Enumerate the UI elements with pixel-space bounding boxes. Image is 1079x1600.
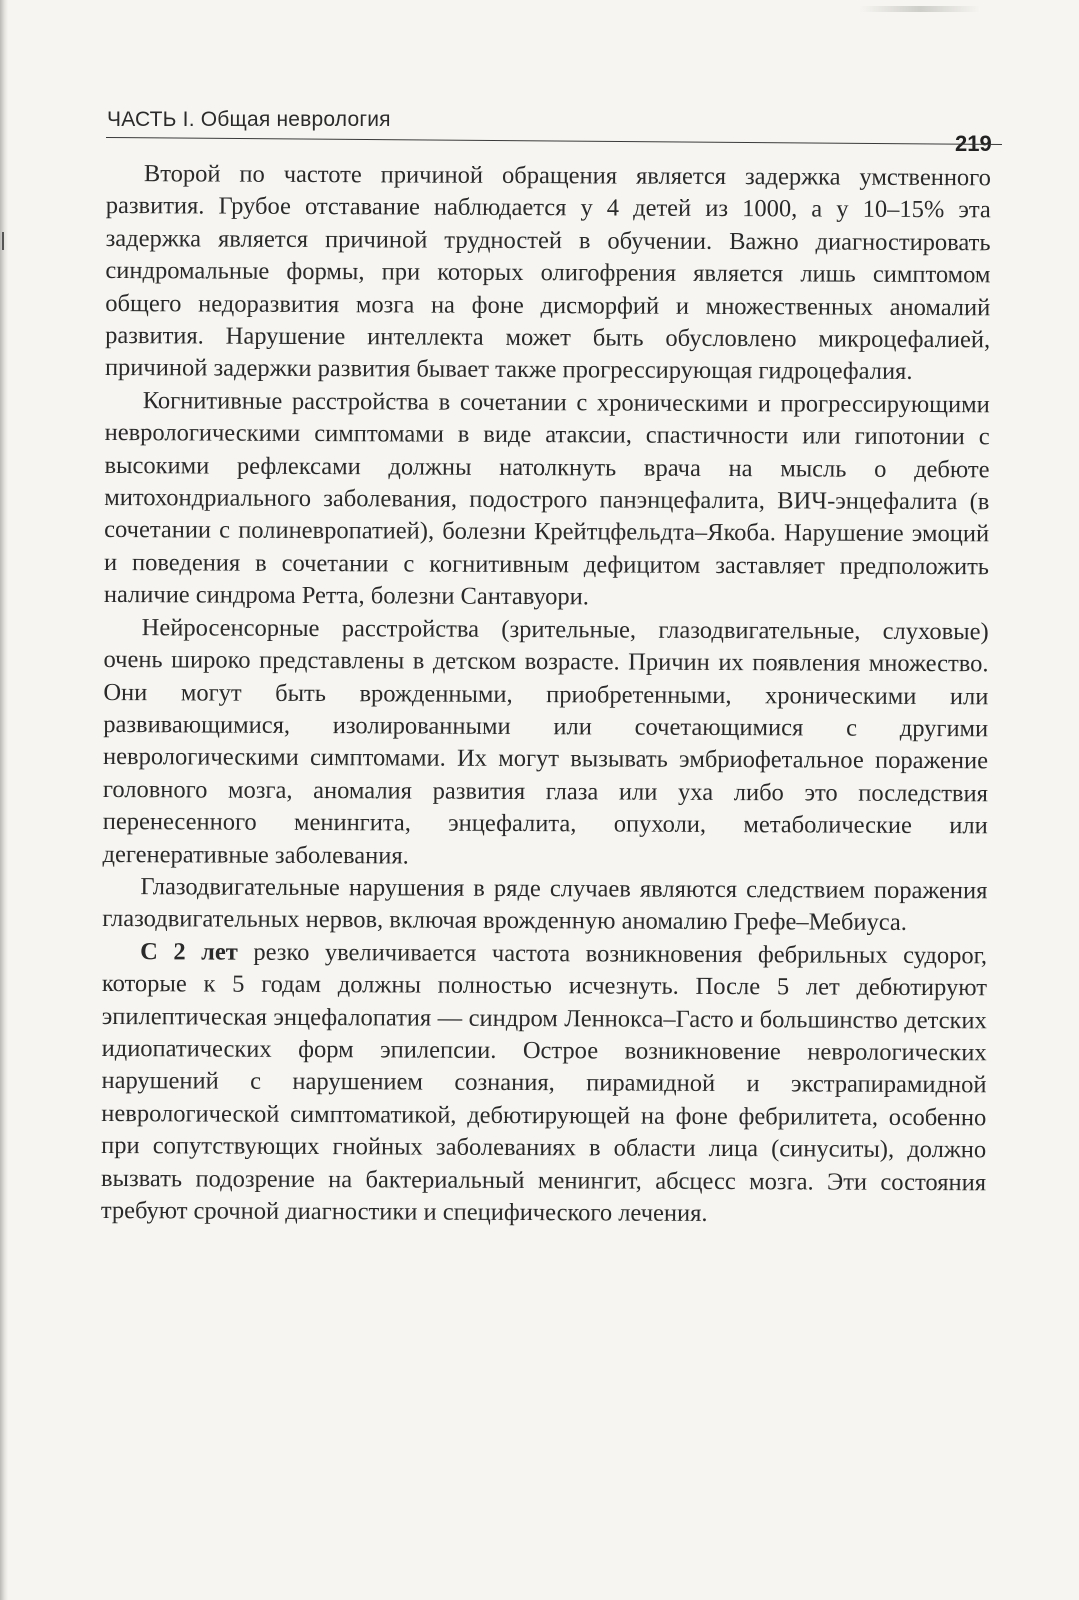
header-rule bbox=[106, 137, 1002, 145]
paragraph-cognitive-disorders bbox=[104, 385, 990, 616]
paragraph-text: Нейросенсорные расстройства (зрительные, глазодвигательные, слуховые) очень широко представлены в детском возрасте. Причин их появления множество. Они могут быть врожденными, приобретенными, хроническими или развивающимися, изолированными или сочетающимися с другими неврологическими симптомами. Их могут вызывать эмбриофетальное поражение головного мозга, аномалия развития глаза или уха либо это последствия перенесенного менингита, энцефалита, опухоли, метаболические или дегенеративные заболевания. bbox=[102, 613, 989, 870]
scan-artifact bbox=[860, 6, 980, 12]
paragraph-lead-bold: С 2 лет bbox=[140, 937, 238, 966]
paragraph-text: резко увеличивается частота возникновения фебрильных судорог, которые к 5 годам должны полностью исчезнуть. После 5 лет дебютируют эпилептическая энцефалопатия — синдром Леннокса–Гасто и большинство детских идиопатических форм эпилепсии. Острое возникновение неврологических нарушений с нарушением сознания, пирамидной и экстрапирамидной неврологической симптоматикой, дебютирующей на фоне фебрилитета, особенно при сопутствующих гнойных заболеваниях в области лица (синуситы), должно вызвать подозрение на бактериальный менингит, абсцесс мозга. Эти состояния требуют срочной диагностики и специфического лечения. bbox=[100, 938, 988, 1227]
paragraph-from-age-2 bbox=[101, 936, 987, 1232]
paragraph-text: Второй по частоте причиной обращения является задержка умственного развития. Грубое отставание наблюдается у 4 детей из 1000, а у 10–15% эта задержка является причиной трудностей в обучении. Важно диагностировать синдромальные формы, при которых олигофрения является лишь симптомом общего недоразвития мозга на фоне дисморфий и множественных аномалий развития. Нарушение интеллекта может быть обусловлено микроцефалией, причиной задержки развития бывает также прогрессирующая гидроцефалия. bbox=[104, 160, 991, 386]
running-head: ЧАСТЬ I. Общая неврология bbox=[107, 108, 391, 131]
body-text bbox=[101, 158, 991, 1232]
paragraph-oculomotor-disorders bbox=[102, 871, 987, 940]
paragraph-text: Глазодвигательные нарушения в ряде случаев являются следствием поражения глазодвигательных нервов, включая врожденную аномалию Грефе–Мебиуса. bbox=[102, 873, 988, 937]
margin-mark bbox=[2, 232, 4, 250]
paragraph-intellectual-delay bbox=[105, 158, 991, 389]
paragraph-text: Когнитивные расстройства в сочетании с хроническими и прогрессирующими неврологическими симптомами в виде атаксии, спастичности или гипотонии с высокими рефлексами должны натолкнуть врача на мысль о дебюте митохондриального заболевания, подострого панэнцефалита, ВИЧ-энцефалита (в сочетании с полиневропатией), болезни Крейтцфельдта–Якоба. Нарушение эмоций и поведения в сочетании с когнитивным дефицитом заставляет предположить наличие синдрома Ретта, болезни Сантавуори. bbox=[103, 387, 990, 611]
paragraph-neurosensory-disorders bbox=[103, 612, 989, 876]
page-number: 219 bbox=[955, 131, 992, 156]
